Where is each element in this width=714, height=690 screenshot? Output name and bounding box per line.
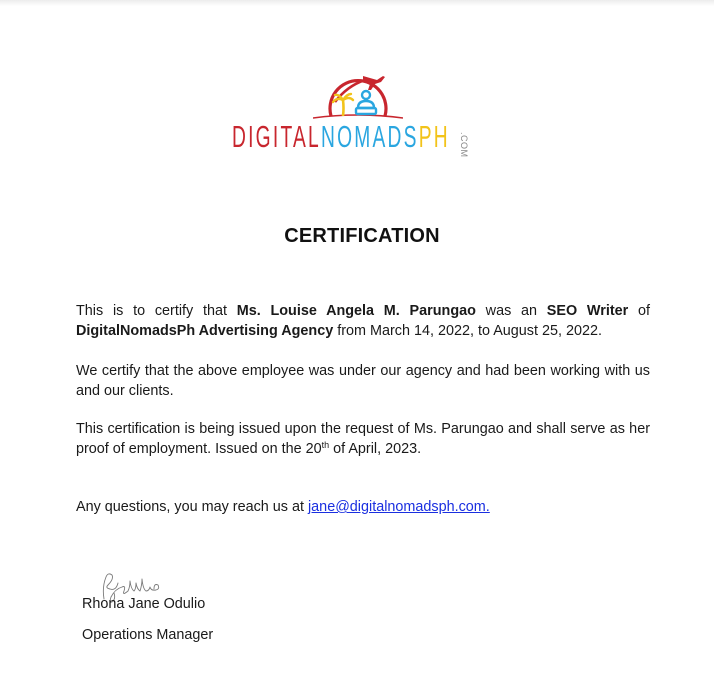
page-top-edge bbox=[0, 0, 714, 6]
contact-email-link[interactable]: jane@digitalnomadsph.com. bbox=[307, 499, 490, 515]
signatory-title: Operations Manager bbox=[82, 627, 214, 643]
document-title: CERTIFICATION bbox=[284, 225, 440, 247]
statement-text: of bbox=[628, 303, 651, 319]
logo-word-nomads: NOMADS bbox=[320, 119, 419, 154]
logo-word-digital: DIGITAL bbox=[232, 119, 321, 154]
logo-wordmark bbox=[232, 120, 450, 154]
contact-text: Any questions, you may reach us at bbox=[76, 499, 308, 515]
issuance-text: This certification is being issued upon the request of Ms. Parungao and shall serve as her proof of employment. Issued on the 20 bbox=[76, 421, 650, 457]
employee-name: Ms. Louise Angela M. Parungao bbox=[236, 303, 476, 319]
company-name: DigitalNomadsPh Advertising Agency bbox=[76, 323, 334, 339]
ordinal-suffix: th bbox=[321, 440, 330, 450]
contact-statement bbox=[76, 497, 650, 517]
issuance-date-text: of April, 2023. bbox=[329, 441, 422, 457]
statement-text: This is to certify that bbox=[76, 303, 237, 319]
logo-domain-suffix: .COM bbox=[459, 132, 469, 158]
company-logo bbox=[228, 62, 488, 162]
plane-palm-laptop-globe-icon bbox=[313, 62, 403, 122]
employee-position: SEO Writer bbox=[546, 303, 629, 319]
certification-statement bbox=[76, 301, 650, 341]
employment-dates: from March 14, 2022, to August 25, 2022. bbox=[333, 323, 603, 339]
issuance-statement bbox=[76, 419, 650, 459]
employment-confirmation: We certify that the above employee was under our agency and had been working with us and our clients. bbox=[76, 363, 650, 399]
signatory-name: Rhona Jane Odulio bbox=[82, 596, 206, 612]
statement-line-1 bbox=[76, 301, 650, 321]
statement-text: was an bbox=[475, 303, 547, 319]
logo-word-ph: PH bbox=[418, 119, 450, 154]
